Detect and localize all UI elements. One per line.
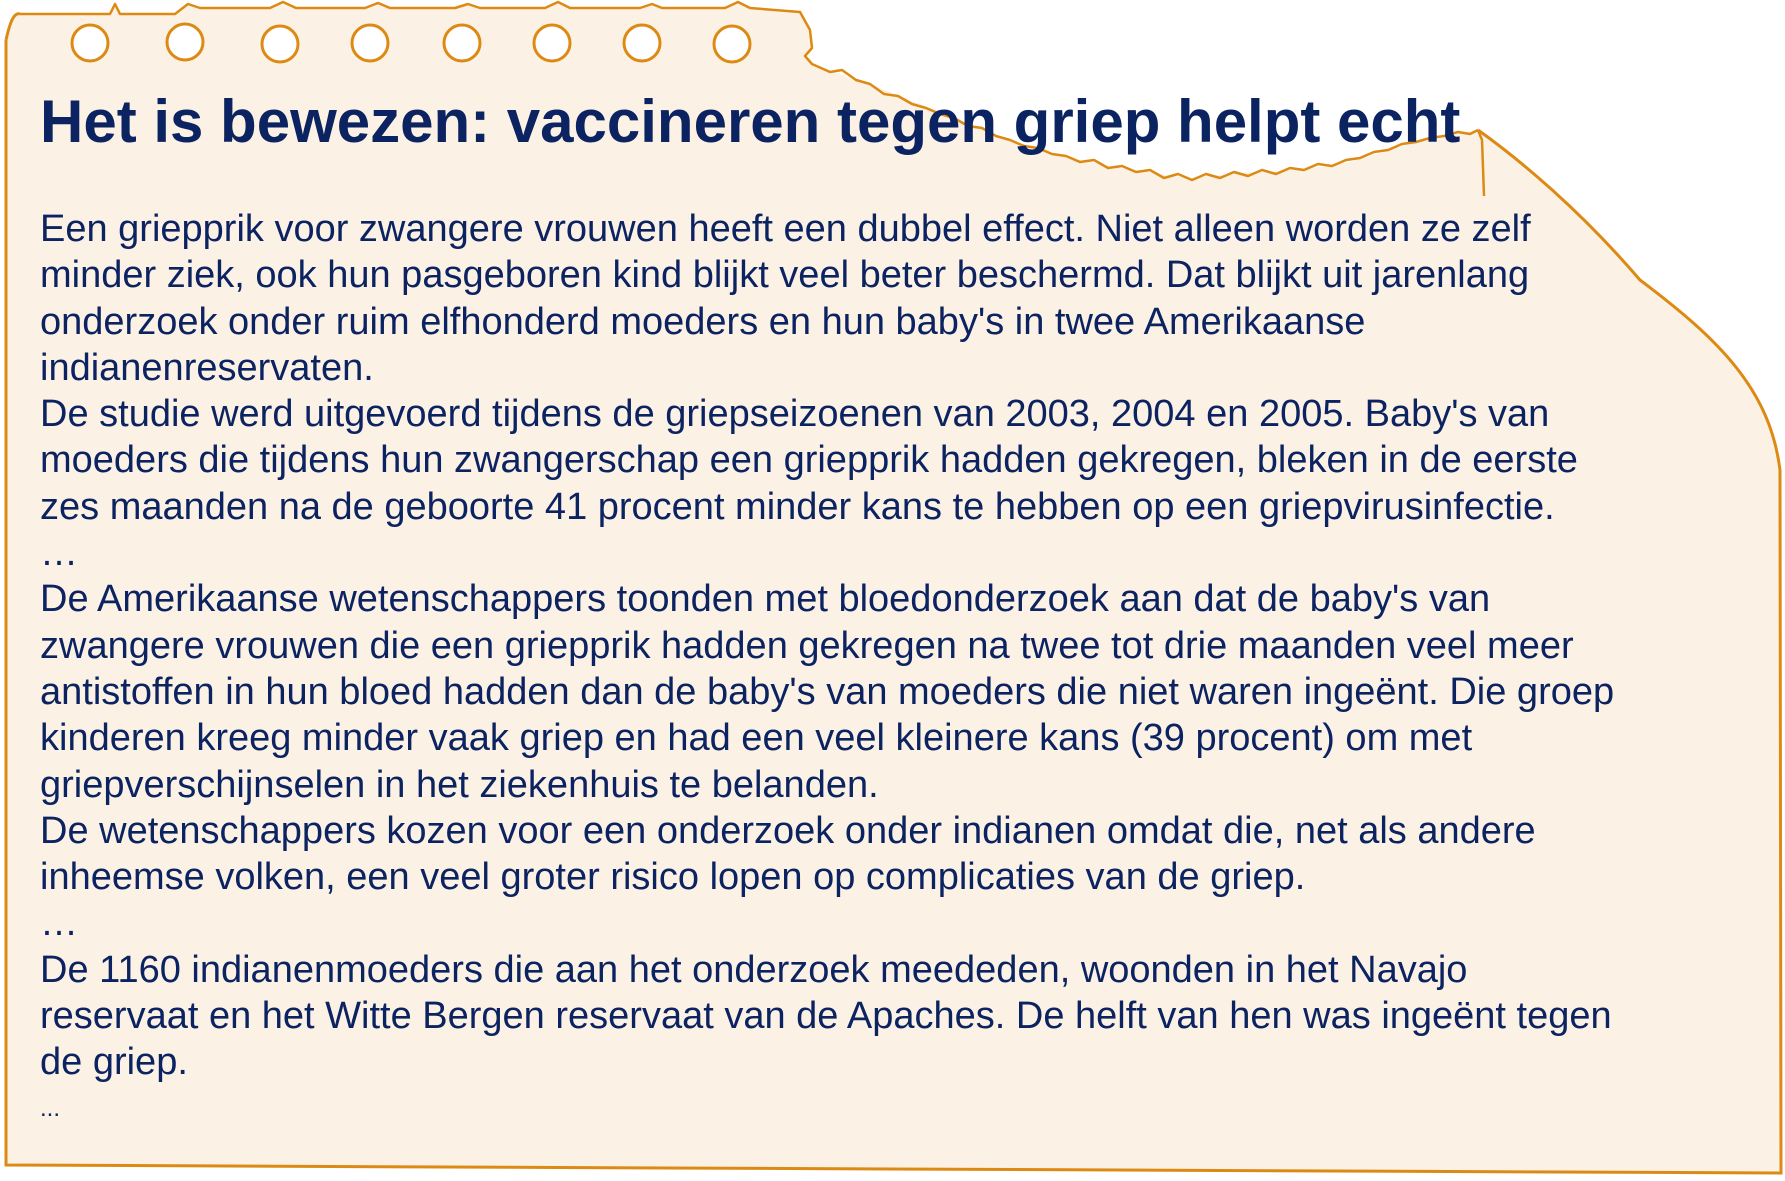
article-line: indianenreservaten. (40, 346, 374, 389)
article-line: minder ziek, ook hun pasgeboren kind blijkt veel beter beschermd. Dat blijkt uit jarenlang (40, 254, 1530, 297)
article-title: Het is bewezen: vaccineren tegen griep helpt echt (40, 88, 1461, 155)
article-line: De Amerikaanse wetenschappers toonden met bloedonderzoek aan dat de baby's van (40, 578, 1491, 621)
binding-hole (444, 25, 480, 61)
binding-hole (624, 25, 660, 61)
binding-hole (72, 25, 108, 61)
binding-hole (714, 26, 750, 62)
article-line: zwangere vrouwen die een griepprik hadden gekregen na twee tot drie maanden veel meer (40, 624, 1574, 667)
article-line: inheemse volken, een veel groter risico lopen op complicaties van de griep. (40, 856, 1306, 899)
article-line: griepverschijnselen in het ziekenhuis te belanden. (40, 763, 879, 806)
article-line: De 1160 indianenmoeders die aan het onderzoek meededen, woonden in het Navajo (40, 948, 1468, 991)
article-body (40, 206, 1775, 1132)
article-line: kinderen kreeg minder vaak griep en had een veel kleinere kans (39 procent) om met (40, 717, 1473, 760)
article-line: De studie werd uitgevoerd tijdens de griepseizoenen van 2003, 2004 en 2005. Baby's van (40, 393, 1550, 436)
ellipsis-line: … (40, 532, 78, 575)
article-line: antistoffen in hun bloed hadden dan de baby's van moeders die niet waren ingeënt. Die groep (40, 670, 1615, 713)
article-line: de griep. (40, 1041, 188, 1084)
binding-hole (262, 26, 298, 62)
binding-hole (534, 25, 570, 61)
binding-hole (167, 24, 203, 60)
article-line: moeders die tijdens hun zwangerschap een griepprik hadden gekregen, bleken in de eerste (40, 439, 1578, 482)
article-line: reservaat en het Witte Bergen reservaat van de Apaches. De helft van hen was ingeënt tegen (40, 995, 1612, 1038)
article-line: onderzoek onder ruim elfhonderd moeders en hun baby's in twee Amerikaanse (40, 300, 1366, 343)
article-line: zes maanden na de geboorte 41 procent minder kans te hebben op een griepvirusinfectie. (40, 485, 1555, 528)
article-line: De wetenschappers kozen voor een onderzoek onder indianen omdat die, net als andere (40, 809, 1536, 852)
ellipsis-line: ... (40, 1094, 61, 1122)
article-line: Een griepprik voor zwangere vrouwen heeft een dubbel effect. Niet alleen worden ze zelf (40, 208, 1531, 250)
binding-hole (352, 25, 388, 61)
ellipsis-line: … (40, 902, 78, 945)
